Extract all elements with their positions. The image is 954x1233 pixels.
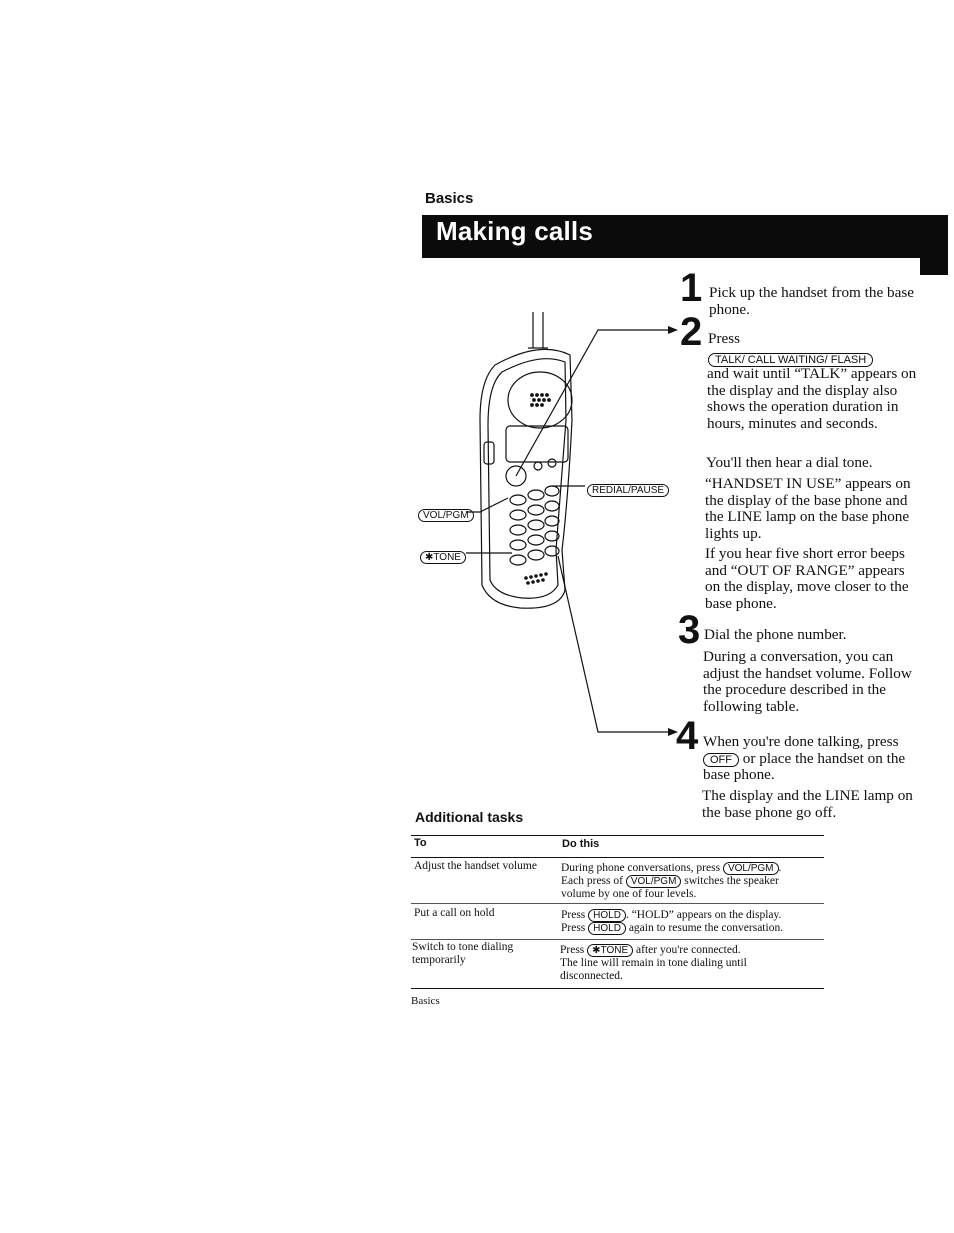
- step-1-number: 1: [680, 266, 703, 310]
- step-2-text: and wait until “TALK” appears on the display and the display also shows the operation duration in hours, minutes and seconds.: [707, 365, 917, 432]
- hold-button: HOLD: [588, 909, 626, 922]
- tone-button: ✱TONE: [587, 944, 633, 957]
- row-1-to: Adjust the handset volume: [414, 860, 537, 872]
- step-2-note-2: “HANDSET IN USE” appears on the display of the base phone and the LINE lamp on the base phone lights up.: [705, 475, 911, 542]
- section-label: Basics: [425, 190, 474, 207]
- row-2-do: Press HOLD . “HOLD” appears on the display. Press HOLD again to resume the conversation.: [561, 909, 784, 934]
- hold-button: HOLD: [588, 922, 626, 935]
- talk-flash-button: TALK/ CALL WAITING/ FLASH: [708, 350, 873, 368]
- vol-pgm-button: VOL/PGM: [723, 862, 779, 875]
- step-3-note: During a conversation, you can adjust the handset volume. Follow the procedure described in the following table.: [703, 648, 912, 715]
- step-3-text: Dial the phone number.: [704, 626, 847, 643]
- step-4-note: The display and the LINE lamp on the base phone go off.: [702, 787, 913, 821]
- page-footer: Basics: [411, 995, 440, 1007]
- off-button: OFF: [703, 753, 739, 767]
- step-2-number: 2: [680, 310, 703, 354]
- table-top-rule: [411, 835, 824, 836]
- col-header-do: Do this: [562, 838, 600, 850]
- row-rule: [411, 903, 824, 904]
- row-3-do: Press ✱TONE after you're connected. The line will remain in tone dialing until disconnected.: [560, 944, 747, 982]
- step-2-note-1: You'll then hear a dial tone.: [706, 454, 873, 471]
- page-title: Making calls: [436, 216, 594, 246]
- row-2-to: Put a call on hold: [414, 907, 495, 919]
- title-banner-tab: [920, 215, 948, 275]
- col-header-to: To: [414, 837, 427, 849]
- step-3-number: 3: [678, 608, 701, 652]
- row-3-to: Switch to tone dialing temporarily: [412, 941, 514, 966]
- step-4-number: 4: [676, 714, 699, 758]
- tone-label: ✱TONE: [420, 547, 466, 565]
- row-rule: [411, 939, 824, 940]
- vol-pgm-label: VOL/PGM: [418, 505, 474, 523]
- redial-pause-label: REDIAL/PAUSE: [587, 480, 669, 498]
- table-bottom-rule: [411, 988, 824, 989]
- additional-tasks-title: Additional tasks: [415, 809, 524, 825]
- step-4-text: When you're done talking, press OFF or place the handset on the base phone.: [703, 733, 906, 784]
- step-1-text: Pick up the handset from the base phone.: [709, 284, 914, 318]
- step-2-press: Press: [708, 330, 741, 347]
- row-1-do: During phone conversations, press VOL/PGM . Each press of VOL/PGM switches the speaker volume by one of four levels.: [561, 862, 782, 900]
- table-header-rule: [411, 857, 824, 858]
- vol-pgm-button: VOL/PGM: [626, 875, 682, 888]
- step-2-note-3: If you hear five short error beeps and “OUT OF RANGE” appears on the display, move closer to the base phone.: [705, 545, 909, 612]
